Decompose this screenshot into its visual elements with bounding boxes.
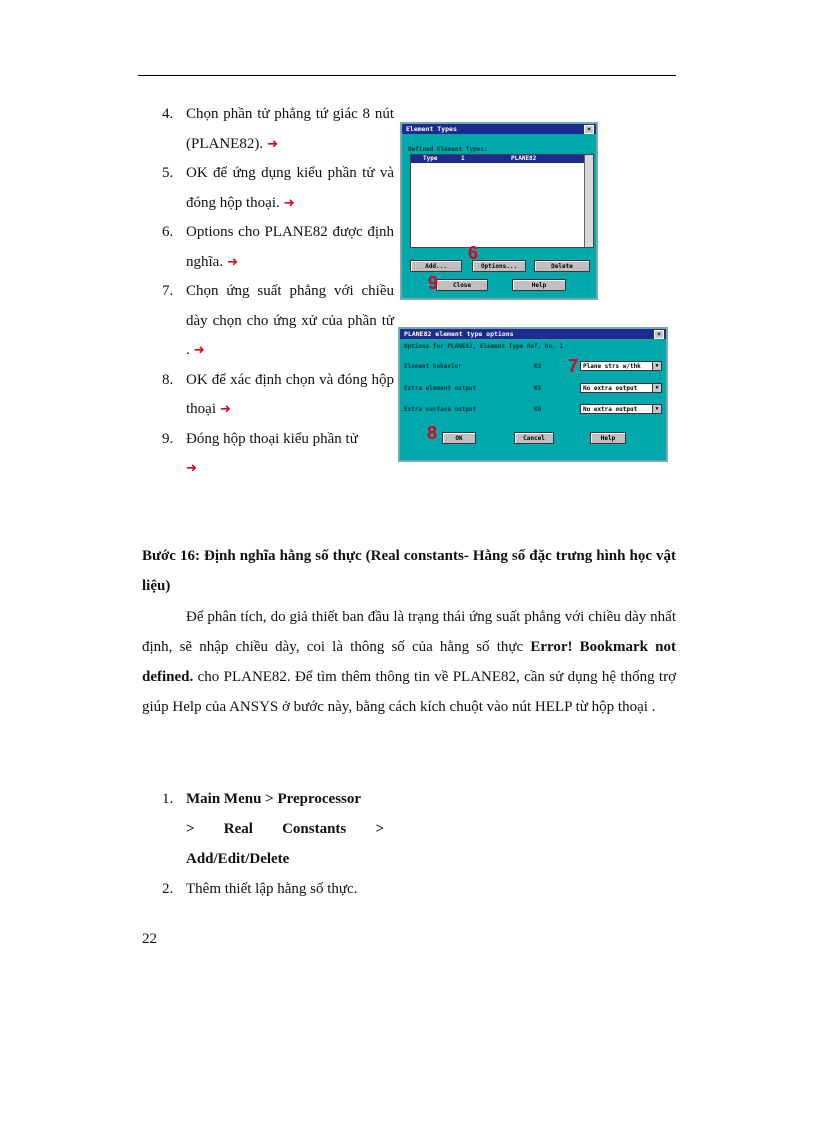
options-button[interactable]: Options... (472, 260, 526, 272)
cancel-button[interactable]: Cancel (514, 432, 554, 444)
help-button[interactable]: Help (512, 279, 566, 291)
element-behavior-label: Element behavior (404, 363, 462, 370)
ok-button[interactable]: OK (442, 432, 476, 444)
step-6: 6. Options cho PLANE82 được định nghĩa. ➜ (162, 224, 394, 270)
red-arrow-icon: ➜ (267, 136, 278, 152)
step-8: 8. OK để xác định chọn và đóng hộp thoại ➜ (162, 371, 394, 417)
chevron-down-icon[interactable]: ▼ (652, 384, 661, 392)
step-7: 7. Chọn ứng suất phẳng với chiều dày chọn cho ứng xử của phần tử . ➜ (162, 283, 394, 358)
extra-surface-output-select[interactable]: No extra output ▼ (580, 404, 662, 414)
extra-element-output-label: Extra element output (404, 385, 477, 392)
page-number: 22 (142, 931, 157, 947)
add-button[interactable]: Add... (410, 260, 462, 272)
step-5: 5. OK để ứng dụng kiểu phần tử và đóng hộp thoại. ➜ (162, 165, 394, 211)
step-1: 1. Main Menu > Preprocessor > Real Constants > Add/Edit/Delete (162, 791, 384, 867)
body-paragraph: Để phân tích, do giả thiết ban đầu là trạng thái ứng suất phẳng với chiều dày nhất định, sẽ nhập chiều dày, coi là thông số của hằng số thực Error! Bookmark not defined. cho PLANE82. Để tìm thêm thông tin về PLANE82, cần sử dụng hệ thống trợ giúp Help của ANSYS ở bước này, bằng cách kích chuột vào nút HELP từ hộp thoại . (142, 609, 677, 715)
delete-button[interactable]: Delete (534, 260, 590, 272)
chevron-down-icon[interactable]: ▼ (652, 362, 661, 370)
error-bookmark-text: Error! Bookmark not defined. (142, 639, 677, 685)
chevron-down-icon[interactable]: ▼ (652, 405, 661, 413)
steps-list (162, 100, 394, 484)
step-4: 4. Chọn phần tử phẳng tứ giác 8 nút (PLANE82). ➜ (162, 106, 394, 152)
element-behavior-select[interactable]: Plane strs w/thk ▼ (580, 361, 662, 371)
red-arrow-icon: ➜ (186, 461, 197, 476)
dialog-titlebar: Element Types × (402, 124, 596, 134)
step-2: 2. Thêm thiết lập hằng số thực. (162, 881, 358, 897)
options-subtitle: Options for PLANE82, Element Type Ref. No. 1 (404, 343, 563, 350)
close-icon[interactable]: × (654, 330, 664, 339)
step-9: 9. Đóng hộp thoại kiểu phần tử ➜ (162, 430, 358, 476)
section-heading: Bước 16: Định nghĩa hằng số thực (Real constants- Hằng số đặc trưng hình học vật liệu) (142, 548, 676, 594)
red-arrow-icon: ➜ (227, 254, 238, 270)
header-rule (138, 75, 676, 76)
list-item[interactable]: Type 1 PLANE82 (411, 155, 593, 163)
help-button[interactable]: Help (590, 432, 626, 444)
real-constants-steps (162, 784, 384, 904)
red-arrow-icon: ➜ (220, 402, 231, 417)
element-types-list[interactable] (410, 154, 594, 248)
scrollbar[interactable] (584, 155, 593, 247)
defined-types-label: Defined Element Types: (408, 146, 488, 153)
plane82-options-dialog: PLANE82 element type options × Options for PLANE82, Element Type Ref. No. 1 Element behavior K3 Plane strs w/thk ▼ Extra element output K5 No extra output ▼ Extra surface output K6 No extra output ▼ OK Cancel Help 7 8 (398, 327, 668, 462)
callout-9: 9 (428, 273, 439, 293)
red-arrow-icon: ➜ (283, 195, 295, 211)
callout-7: 7 (568, 356, 579, 376)
extra-surface-output-label: Extra surface output (404, 406, 477, 413)
extra-element-output-select[interactable]: No extra output ▼ (580, 383, 662, 393)
dialog-titlebar: PLANE82 element type options × (400, 329, 666, 339)
callout-6: 6 (468, 243, 479, 263)
close-icon[interactable]: × (584, 125, 594, 134)
callout-8: 8 (427, 423, 438, 443)
close-button[interactable]: Close (436, 279, 488, 291)
red-arrow-icon: ➜ (193, 343, 205, 358)
element-types-dialog (400, 122, 598, 300)
